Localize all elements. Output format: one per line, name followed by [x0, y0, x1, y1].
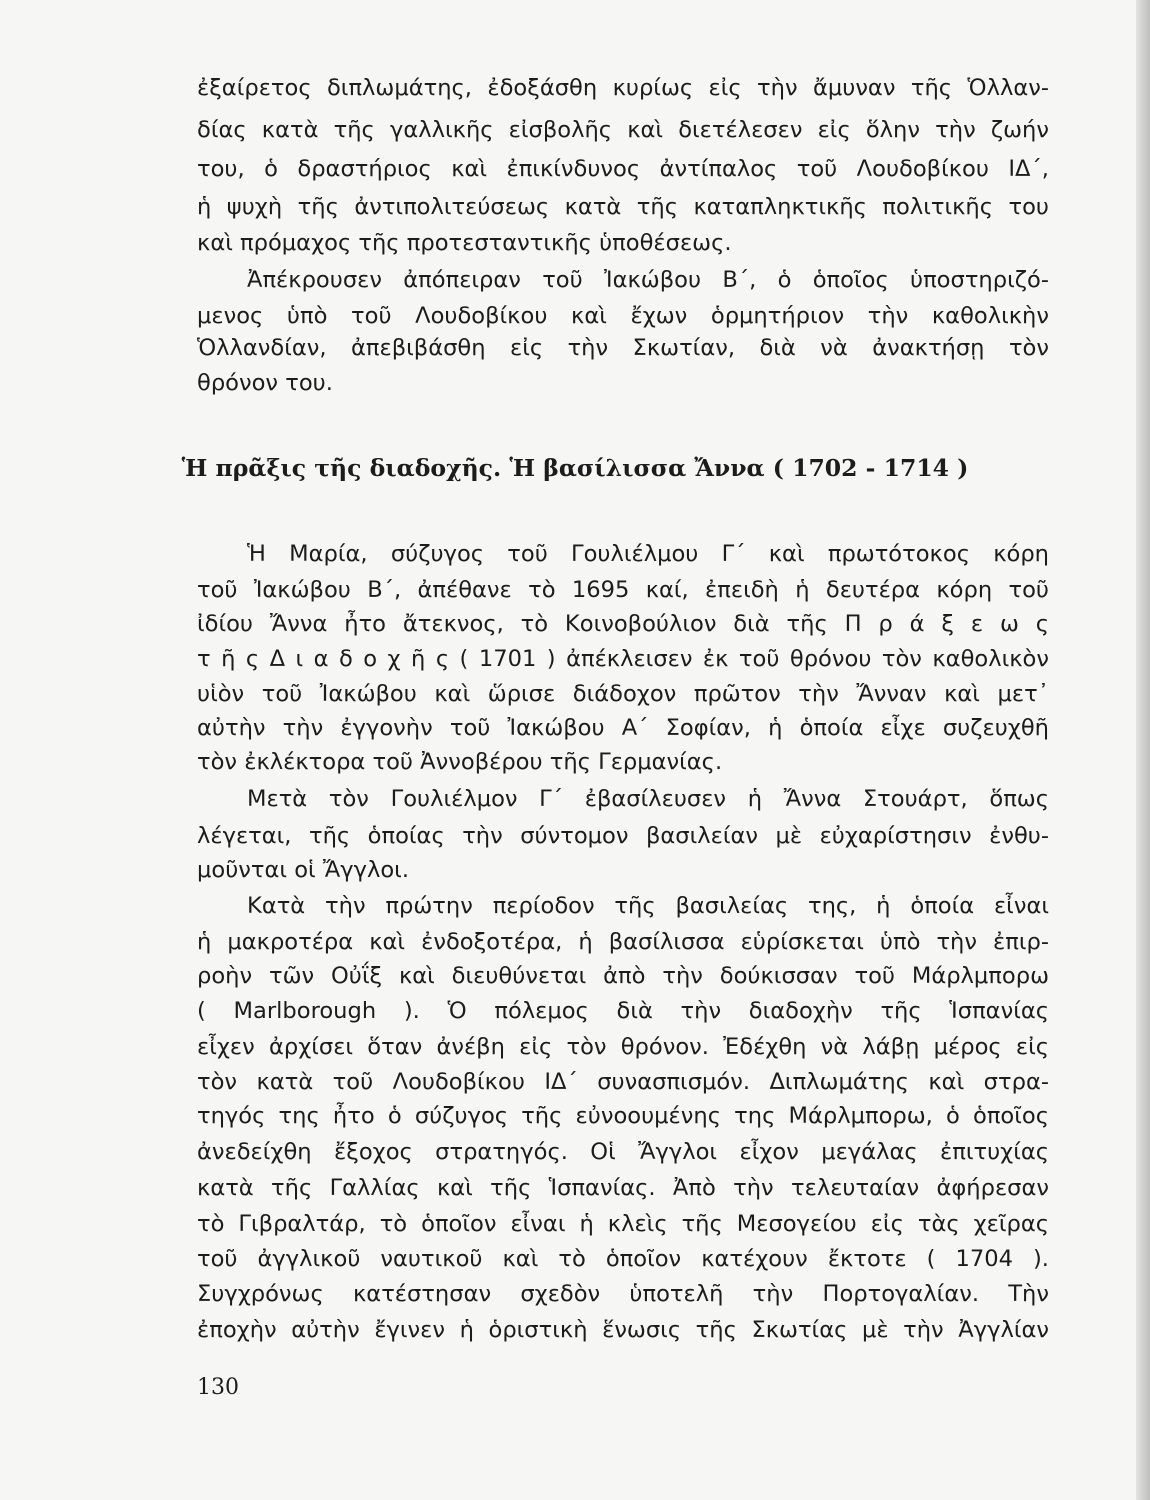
text-line: λέγεται, τῆς ὁποίας τὴν σύντομον βασιλείαν μὲ εὐχαρίστησιν ἐνθυ- [197, 823, 1049, 849]
text-line: τὸν κατὰ τοῦ Λουδοβίκου ΙΔ΄ συνασπισμόν. Διπλωμάτης καὶ στρα- [197, 1069, 1049, 1095]
text-line: κατὰ τῆς Γαλλίας καὶ τῆς Ἱσπανίας. Ἀπὸ τὴν τελευταίαν ἀφήρεσαν [197, 1175, 1049, 1201]
text-line: ἐποχὴν αὐτὴν ἔγινεν ἡ ὁριστικὴ ἕνωσις τῆς Σκωτίας μὲ τὴν Ἀγγλίαν [197, 1317, 1049, 1343]
text-line: αὐτὴν τὴν ἐγγονὴν τοῦ Ἰακώβου Α΄ Σοφίαν, ἡ ὁποία εἶχε συζευχθῆ [197, 715, 1049, 741]
text-line: Μετὰ τὸν Γουλιέλμον Γ΄ ἐβασίλευσεν ἡ Ἄννα Στουάρτ, ὅπως [247, 786, 1049, 812]
page-edge-shadow [1136, 0, 1150, 1500]
text-line: ροὴν τῶν Οὐΐξ καὶ διευθύνεται ἀπὸ τὴν δούκισσαν τοῦ Μάρλμπορω [197, 963, 1049, 989]
text-line: Συγχρόνως κατέστησαν σχεδὸν ὑποτελῆ τὴν Πορτογαλίαν. Τὴν [197, 1281, 1049, 1307]
text-line: δίας κατὰ τῆς γαλλικῆς εἰσβολῆς καὶ διετέλεσεν εἰς ὅλην τὴν ζωήν [197, 117, 1049, 143]
text-line: ἐξαίρετος διπλωμάτης, ἐδοξάσθη κυρίως εἰς τὴν ἄμυναν τῆς Ὁλλαν- [197, 75, 1049, 101]
text-line: θρόνον του. [197, 370, 333, 396]
page-number: 130 [197, 1375, 239, 1400]
text-line: Κατὰ τὴν πρώτην περίοδον τῆς βασιλείας της, ἡ ὁποία εἶναι [247, 893, 1049, 919]
text-line: ἀνεδείχθη ἔξοχος στρατηγός. Οἱ Ἄγγλοι εἶχον μεγάλας ἐπιτυχίας [197, 1139, 1049, 1165]
text-line: του, ὁ δραστήριος καὶ ἐπικίνδυνος ἀντίπαλος τοῦ Λουδοβίκου ΙΔ΄, [197, 156, 1049, 182]
text-line: ἡ ψυχὴ τῆς ἀντιπολιτεύσεως κατὰ τῆς καταπληκτικῆς πολιτικῆς του [197, 194, 1049, 220]
text-line: Ἀπέκρουσεν ἀπόπειραν τοῦ Ἰακώβου Β΄, ὁ ὁποῖος ὑποστηριζό- [247, 267, 1049, 293]
text-line: τοῦ Ἰακώβου Β΄, ἀπέθανε τὸ 1695 καί, ἐπειδὴ ἡ δευτέρα κόρη τοῦ [197, 577, 1049, 603]
text-line: καὶ πρόμαχος τῆς προτεσταντικῆς ὑποθέσεως. [197, 230, 732, 256]
text-line: Ὁλλανδίαν, ἀπεβιβάσθη εἰς τὴν Σκωτίαν, διὰ νὰ ἀνακτήσῃ τὸν [197, 335, 1049, 361]
text-line: μοῦνται οἱ Ἄγγλοι. [197, 857, 410, 883]
text-line: τ ῆ ς Δ ι α δ ο χ ῆ ς ( 1701 ) ἀπέκλεισεν ἐκ τοῦ θρόνου τὸν καθολικὸν [197, 646, 1049, 672]
text-line: ἡ μακροτέρα καὶ ἐνδοξοτέρα, ἡ βασίλισσα εὑρίσκεται ὑπὸ τὴν ἐπιρ- [197, 929, 1049, 955]
text-line: Ἡ Μαρία, σύζυγος τοῦ Γουλιέλμου Γ΄ καὶ πρωτότοκος κόρη [247, 541, 1049, 567]
text-line: εἶχεν ἀρχίσει ὅταν ἀνέβη εἰς τὸν θρόνον. Ἐδέχθη νὰ λάβῃ μέρος εἰς [197, 1034, 1049, 1060]
section-heading: Ἡ πρᾶξις τῆς διαδοχῆς. Ἡ βασίλισσα Ἄννα ( 1702 - 1714 ) [181, 454, 969, 482]
text-line: τοῦ ἀγγλικοῦ ναυτικοῦ καὶ τὸ ὁποῖον κατέχουν ἔκτοτε ( 1704 ). [197, 1246, 1049, 1272]
text-line: μενος ὑπὸ τοῦ Λουδοβίκου καὶ ἔχων ὁρμητήριον τὴν καθολικὴν [197, 303, 1049, 329]
text-line: τὸ Γιβραλτάρ, τὸ ὁποῖον εἶναι ἡ κλεὶς τῆς Μεσογείου εἰς τὰς χεῖρας [197, 1211, 1049, 1237]
text-line: τηγός της ἦτο ὁ σύζυγος τῆς εὐνοουμένης της Μάρλμπορω, ὁ ὁποῖος [197, 1103, 1049, 1129]
text-line: υἱὸν τοῦ Ἰακώβου καὶ ὥρισε διάδοχον πρῶτον τὴν Ἄνναν καὶ μετ᾽ [197, 681, 1049, 707]
text-line: ἰδίου Ἄννα ἦτο ἄτεκνος, τὸ Κοινοβούλιον διὰ τῆς Π ρ ά ξ ε ω ς [197, 611, 1049, 637]
text-line: ( Marlborough ). Ὁ πόλεμος διὰ τὴν διαδοχὴν τῆς Ἱσπανίας [197, 998, 1049, 1024]
text-line: τὸν ἐκλέκτορα τοῦ Ἀννοβέρου τῆς Γερμανίας. [197, 749, 723, 775]
